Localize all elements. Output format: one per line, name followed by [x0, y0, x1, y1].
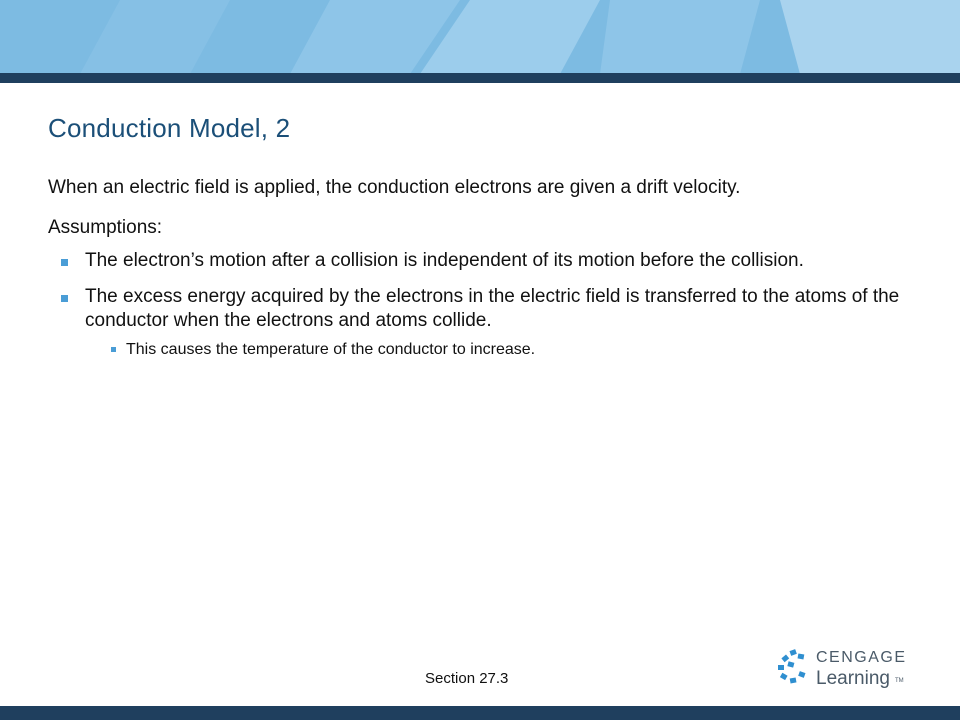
section-label: Section 27.3	[425, 670, 509, 687]
logo-wordmark-bottom: Learning	[816, 668, 890, 689]
sub-bullet-item	[48, 339, 928, 361]
logo-wordmark-top: CENGAGE	[816, 649, 907, 666]
bullet-text: The excess energy acquired by the electrons in the electric field is transferred to the atoms of the conductor when the electrons and atoms collide.	[85, 286, 900, 331]
header-banner	[0, 0, 960, 74]
header-rule	[0, 73, 960, 83]
bullet-item	[48, 249, 928, 273]
cengage-swirl-icon	[776, 648, 812, 688]
slide-body	[48, 176, 928, 361]
bullet-text: The electron’s motion after a collision is independent of its motion before the collision.	[85, 250, 804, 271]
cengage-logo	[776, 648, 926, 692]
square-bullet-icon	[61, 259, 68, 266]
footer-rule	[0, 706, 960, 720]
sub-bullet-text: This causes the temperature of the conductor to increase.	[126, 341, 536, 358]
square-bullet-icon	[61, 295, 68, 302]
square-bullet-icon	[111, 347, 116, 352]
header-stripes-decoration	[0, 0, 960, 74]
assumptions-heading: Assumptions:	[48, 217, 163, 238]
bullet-item	[48, 285, 928, 333]
intro-paragraph: When an electric field is applied, the conduction electrons are given a drift velocity.	[48, 177, 741, 198]
slide-title: Conduction Model, 2	[48, 113, 291, 143]
logo-trademark: TM	[895, 678, 904, 684]
